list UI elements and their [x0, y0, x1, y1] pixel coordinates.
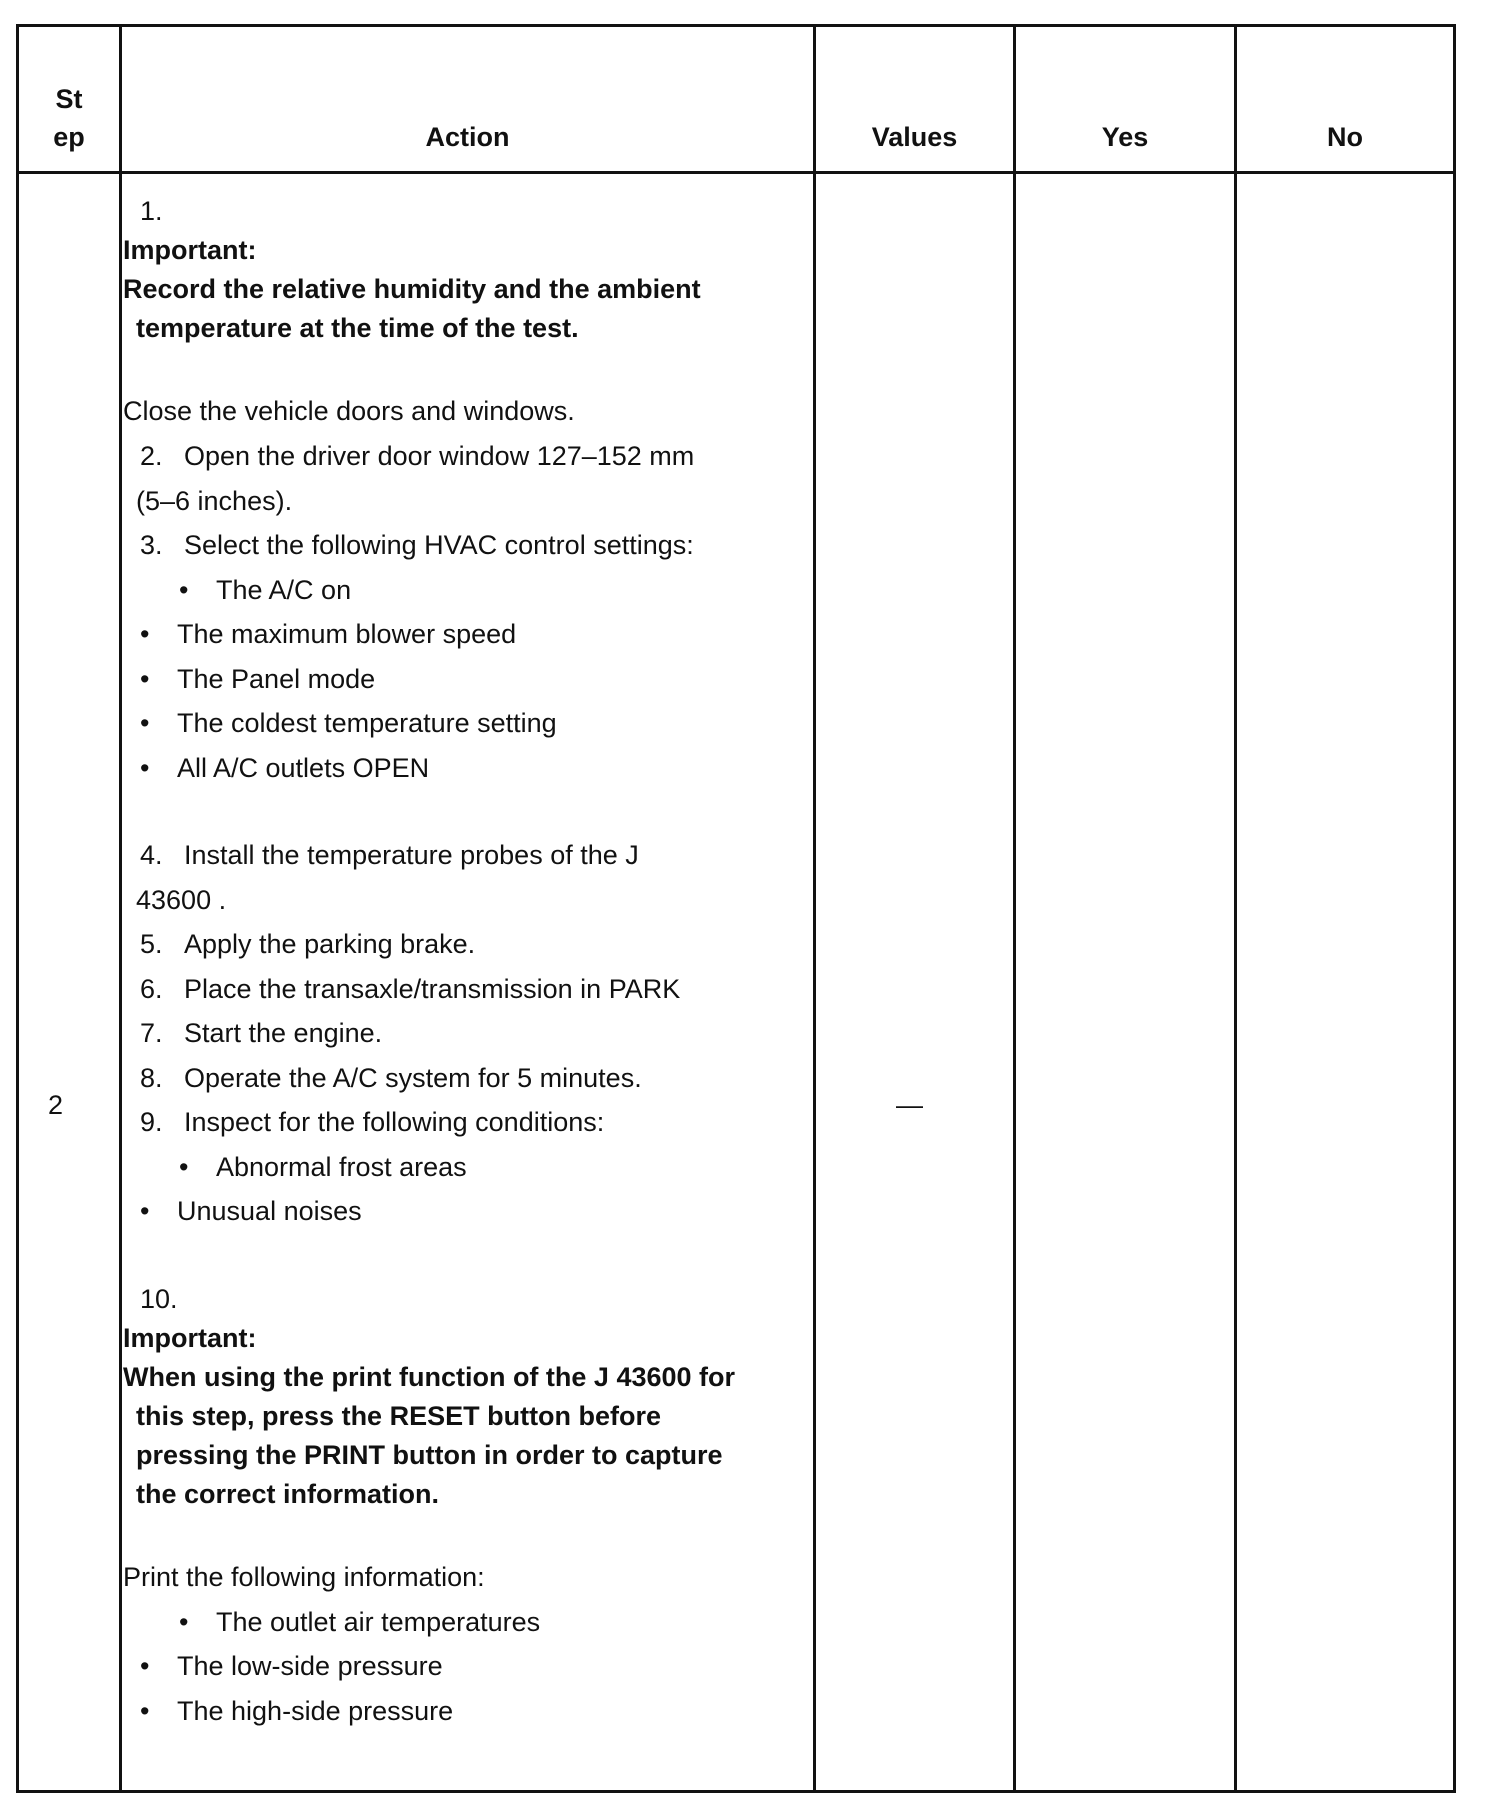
step-item-2-line2: (5–6 inches).: [136, 486, 293, 516]
step-item-7-text: Start the engine.: [184, 1018, 383, 1048]
print-item: The low-side pressure: [177, 1651, 443, 1681]
condition-item: Abnormal frost areas: [216, 1152, 467, 1182]
step-item-9-text: Inspect for the following conditions:: [184, 1107, 605, 1137]
bullet-icon: •: [140, 1651, 150, 1681]
important-note-2-line1: When using the print function of the J 43600 for: [123, 1362, 736, 1392]
header-no: No: [1327, 122, 1363, 152]
bullet-icon: •: [179, 575, 189, 605]
important-note-1-line2: temperature at the time of the test.: [136, 313, 579, 343]
table-left-border: [16, 24, 19, 1792]
print-item: The outlet air temperatures: [216, 1607, 541, 1637]
header-values: Values: [871, 122, 958, 152]
step-item-5-number: 5.: [140, 929, 163, 959]
setting-item: The maximum blower speed: [177, 619, 517, 649]
bullet-icon: •: [179, 1152, 189, 1182]
setting-item: The Panel mode: [177, 664, 376, 694]
step-number: 2: [48, 1090, 64, 1120]
step-item-1-text: Close the vehicle doors and windows.: [123, 396, 575, 426]
setting-item: The A/C on: [216, 575, 352, 605]
step-item-1-number: 1.: [140, 196, 163, 226]
setting-item: The coldest temperature setting: [177, 708, 557, 738]
col-divider-step-action: [119, 24, 122, 1792]
bullet-icon: •: [140, 1696, 150, 1726]
step-item-4-number: 4.: [140, 840, 163, 870]
table-bottom-border: [16, 1790, 1456, 1793]
step-item-3-text: Select the following HVAC control settings:: [184, 530, 694, 560]
step-item-6-text: Place the transaxle/transmission in PARK: [184, 974, 681, 1004]
header-bottom-border: [16, 171, 1456, 174]
step-item-10-text: Print the following information:: [123, 1562, 485, 1592]
step-item-10-number: 10.: [140, 1284, 178, 1314]
header-yes: Yes: [1101, 122, 1149, 152]
header-step-line1: St: [55, 84, 83, 114]
bullet-icon: •: [140, 664, 150, 694]
diagnostic-table: [16, 24, 1456, 1792]
step-item-3-number: 3.: [140, 530, 163, 560]
col-divider-action-values: [813, 24, 816, 1792]
bullet-icon: •: [179, 1607, 189, 1637]
bullet-icon: •: [140, 753, 150, 783]
step-item-7-number: 7.: [140, 1018, 163, 1048]
step-item-9-number: 9.: [140, 1107, 163, 1137]
step-item-2-number: 2.: [140, 441, 163, 471]
important-note-2-line2: this step, press the RESET button before: [136, 1401, 662, 1431]
col-divider-values-yes: [1013, 24, 1016, 1792]
print-item: The high-side pressure: [177, 1696, 454, 1726]
important-label-2: Important:: [123, 1323, 257, 1353]
important-note-1-line1: Record the relative humidity and the ambient: [123, 274, 701, 304]
table-top-border: [16, 24, 1456, 27]
col-divider-yes-no: [1234, 24, 1237, 1792]
important-note-2-line4: the correct information.: [136, 1479, 440, 1509]
step-item-4-line2: 43600 .: [136, 885, 227, 915]
bullet-icon: •: [140, 619, 150, 649]
important-note-2-line3: pressing the PRINT button in order to capture: [136, 1440, 723, 1470]
step-item-5-text: Apply the parking brake.: [184, 929, 476, 959]
header-action: Action: [425, 122, 510, 152]
condition-item: Unusual noises: [177, 1196, 362, 1226]
setting-item: All A/C outlets OPEN: [177, 753, 430, 783]
important-label-1: Important:: [123, 235, 257, 265]
values-cell: —: [896, 1090, 923, 1120]
step-item-8-text: Operate the A/C system for 5 minutes.: [184, 1063, 642, 1093]
step-item-2-line1: Open the driver door window 127–152 mm: [184, 441, 695, 471]
table-right-border: [1453, 24, 1456, 1792]
step-item-6-number: 6.: [140, 974, 163, 1004]
step-item-4-line1: Install the temperature probes of the J: [184, 840, 639, 870]
bullet-icon: •: [140, 708, 150, 738]
bullet-icon: •: [140, 1196, 150, 1226]
header-step-line2: ep: [53, 122, 85, 152]
step-item-8-number: 8.: [140, 1063, 163, 1093]
